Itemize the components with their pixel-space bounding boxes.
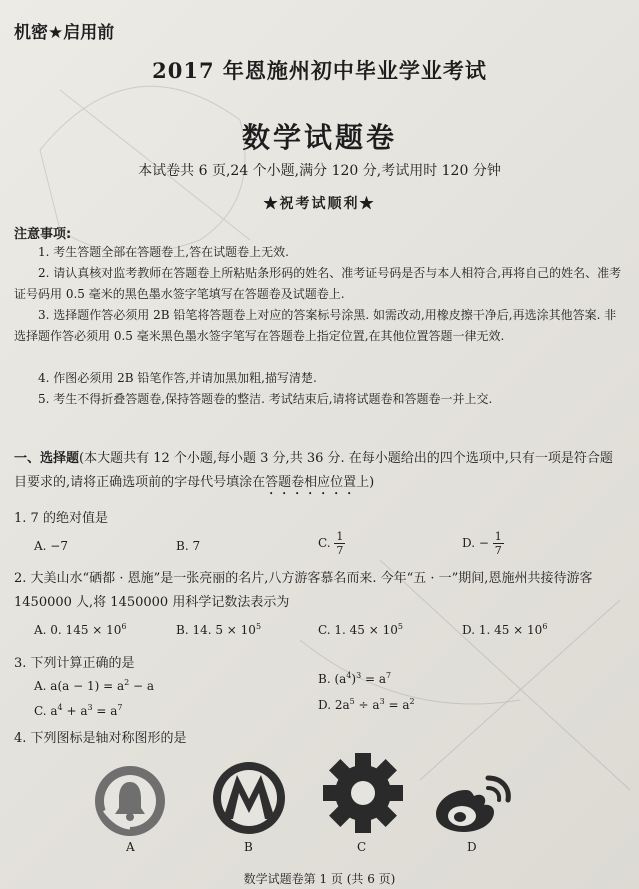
q3-b-e3: 7 (386, 671, 392, 680)
q3-option-b (318, 671, 391, 686)
section-1-header (14, 447, 614, 498)
q2-option-c (318, 622, 403, 637)
paper-title: 数学试题卷 (241, 121, 397, 154)
section-1-title: 一、选择题 (14, 451, 80, 466)
note-item-5: 5. 考生不得折叠答题卷,保持答题卷的整洁. 考试结束后,请将试题卷和答题卷一并上交. (38, 392, 493, 406)
q3-d-e2: 3 (379, 697, 385, 706)
q1-option-b: B. 7 (176, 539, 201, 553)
q1-d-fraction (493, 530, 504, 557)
q3-d-e3: 2 (409, 697, 415, 706)
q1-d-num: 1 (494, 530, 502, 543)
q3-b-text: B. (a (318, 672, 347, 686)
q3-b-e2: 3 (356, 671, 362, 680)
q2-option-d (462, 622, 547, 637)
q3-c-e2: 3 (87, 703, 93, 712)
confidential-label: 机密★启用前 (14, 23, 115, 43)
q4-stem: 4. 下列图标是轴对称图形的是 (14, 731, 187, 746)
q4-label-d: D (467, 840, 477, 854)
q2-a-exp: 6 (121, 622, 127, 631)
q3-a-tail: − a (129, 679, 155, 693)
section-1-desc-emph: 答题卷相应位置 (265, 475, 357, 490)
q2-b-text: B. 14. 5 × 10 (176, 623, 256, 637)
bell-logo-icon (93, 764, 167, 838)
note-item-4: 4. 作图必须用 2B 铅笔作答,并请加黑加粗,描写清楚. (38, 371, 317, 385)
q1-d-den: 7 (494, 544, 502, 557)
q3-stem: 3. 下列计算正确的是 (14, 656, 135, 671)
q4-label-b: B (244, 840, 253, 854)
note-item-2: 2. 请认真核对监考教师在答题卷上所粘贴条形码的姓名、准考证号码是否与本人相符合,再将自己的姓名、准考证号码用 0.5 毫米的黑色墨水签字笔填写在答题卷及试题卷上. (14, 266, 622, 301)
q1-c-den: 7 (336, 544, 344, 557)
q3-d-text: D. 2a (318, 698, 350, 712)
q2-stem: 2. 大美山水“硒都 · 恩施”是一张亮丽的名片,八方游客慕名而来. 今年“五 · 一”期间,恩施州共接待游客 1450000 人,将 1450000 用科学记数法表示为 (14, 571, 593, 610)
q1-option-d (462, 530, 504, 557)
exam-title: 2017 年恩施州初中毕业学业考试 (152, 58, 487, 83)
q3-option-d (318, 697, 415, 712)
q2-b-exp: 5 (255, 622, 262, 631)
q1-option-c (318, 530, 345, 557)
q3-a-text: A. a(a − 1) = a (34, 679, 125, 693)
note-item-3: 3. 选择题作答必须用 2B 铅笔将答题卷上对应的答案标号涂黑. 如需改动,用橡皮擦干净后,再选涂其他答案. 非选择题作答必须用 0.5 毫米黑色墨水签字笔写在答题卷上指定位置,在其他位置答题一律无效. (14, 308, 617, 343)
q3-option-c (34, 703, 123, 718)
q3-b-mid: ) (351, 672, 357, 686)
q1-stem: 1. 7 的绝对值是 (14, 511, 108, 526)
q1-d-prefix: D. − (462, 536, 489, 550)
q3-b-e1: 4 (346, 671, 352, 680)
q3-option-a (34, 678, 154, 693)
q1-c-num: 1 (336, 530, 344, 543)
q3-c-mid: + a (62, 704, 88, 718)
q2-d-exp: 6 (542, 622, 548, 631)
weibo-logo-icon (432, 770, 516, 836)
q3-c-e1: 4 (57, 703, 63, 712)
q3-a-exp: 2 (124, 678, 130, 687)
q2-d-text: D. 1. 45 × 10 (462, 623, 543, 637)
q3-d-mid: ÷ a (354, 698, 380, 712)
note-item-1: 1. 考生答题全部在答题卷上,答在试题卷上无效. (38, 245, 289, 259)
q3-d-tail: = a (384, 698, 410, 712)
q1-option-a: A. −7 (34, 539, 68, 553)
section-1-desc-b: 上) (356, 475, 375, 490)
q3-d-e1: 5 (349, 697, 355, 706)
q3-c-text: C. a (34, 704, 58, 718)
q2-a-text: A. 0. 145 × 10 (34, 623, 122, 637)
q1-c-prefix: C. (318, 536, 331, 550)
q4-label-c: C (357, 840, 367, 854)
section-1-desc-a: (本大题共有 12 个小题,每小题 3 分,共 36 分. 在每小题给出的四个选项中,只有一项是符合题目要求的,请将正确选项前的字母代号填涂在 (14, 451, 613, 490)
q3-b-tail: = a (361, 672, 387, 686)
q2-c-text: C. 1. 45 × 10 (318, 623, 398, 637)
good-luck-line: ★祝考试顺利★ (263, 196, 376, 212)
q2-c-exp: 5 (397, 622, 403, 631)
page-footer: 数学试题卷第 1 页 (共 6 页) (243, 872, 396, 886)
q2-option-b (176, 622, 261, 637)
notes-heading: 注意事项: (14, 227, 72, 242)
q2-option-a (34, 622, 127, 637)
q3-c-e3: 7 (117, 703, 123, 712)
q4-label-a: A (126, 840, 135, 854)
q3-c-tail: = a (92, 704, 118, 718)
q1-c-fraction (334, 530, 345, 557)
paper-info: 本试卷共 6 页,24 个小题,满分 120 分,考试用时 120 分钟 (138, 163, 501, 179)
m-logo-icon (211, 759, 287, 837)
gear-icon (323, 752, 403, 834)
